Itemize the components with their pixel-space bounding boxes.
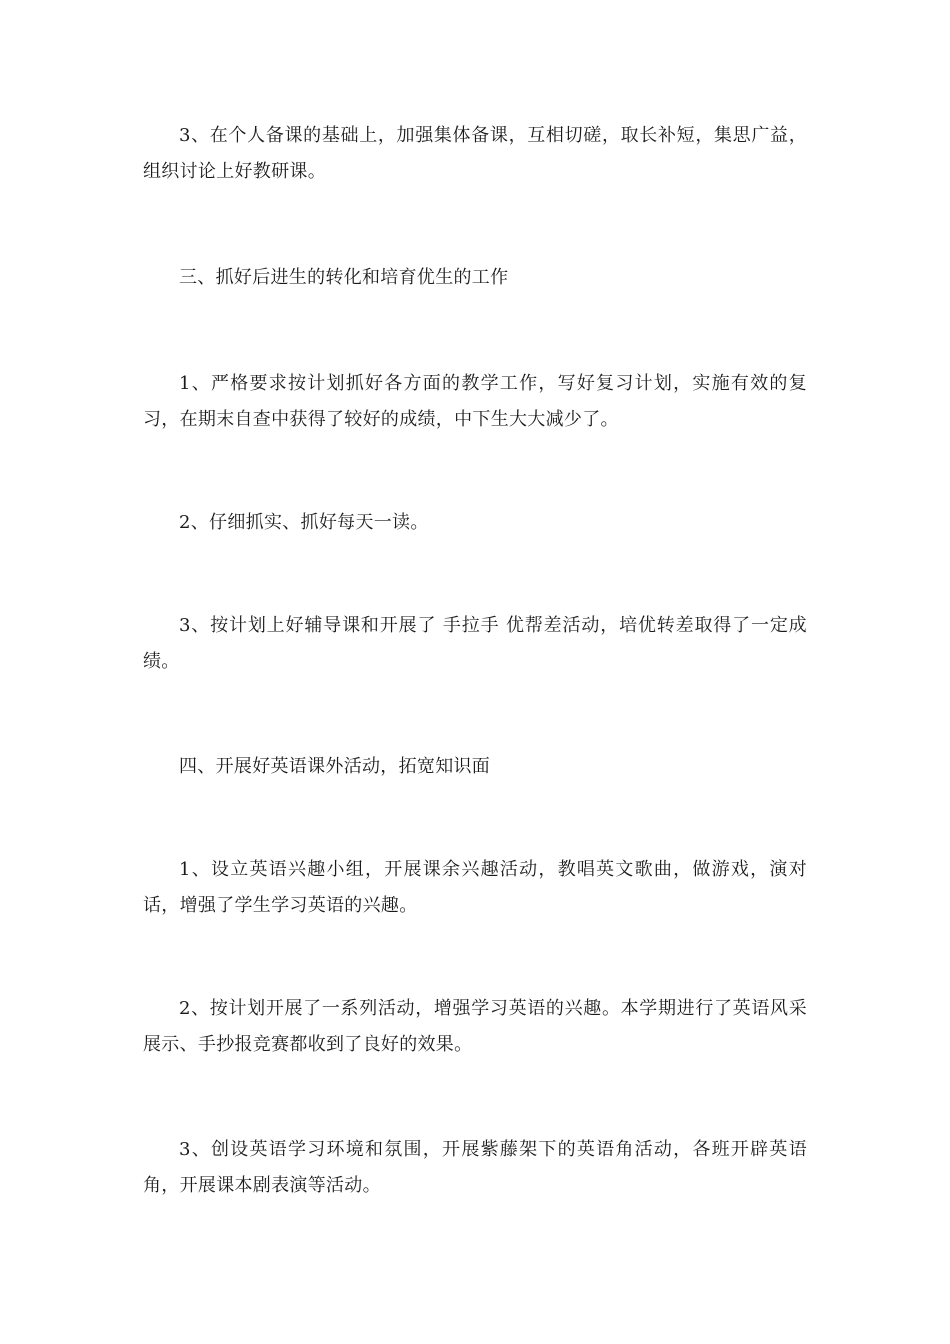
paragraph-daily-reading: 2、仔细抓实、抓好每天一读。 — [179, 512, 429, 533]
paragraph-interest-group: 1、设立英语兴趣小组，开展课余兴趣活动，教唱英文歌曲，做游戏，演对话，增强了学生学习英语的兴趣。 — [143, 859, 807, 916]
section-heading-four: 四、开展好英语课外活动，拓宽知识面 — [179, 756, 491, 777]
section-heading-three: 三、抓好后进生的转化和培育优生的工作 — [179, 267, 509, 288]
paragraph-review-plan: 1、严格要求按计划抓好各方面的教学工作，写好复习计划，实施有效的复习，在期末自查中获得了较好的成绩，中下生大大减少了。 — [143, 373, 807, 430]
paragraph-english-corner: 3、创设英语学习环境和氛围，开展紫藤架下的英语角活动，各班开辟英语角，开展课本剧表演等活动。 — [143, 1139, 807, 1196]
paragraph-tutoring: 3、按计划上好辅导课和开展了 手拉手 优帮差活动，培优转差取得了一定成绩。 — [143, 615, 807, 672]
paragraph-collective-lesson-prep: 3、在个人备课的基础上，加强集体备课，互相切磋，取长补短，集思广益，组织讨论上好教研课。 — [143, 125, 807, 182]
paragraph-activities: 2、按计划开展了一系列活动，增强学习英语的兴趣。本学期进行了英语风采展示、手抄报竞赛都收到了良好的效果。 — [143, 998, 807, 1055]
